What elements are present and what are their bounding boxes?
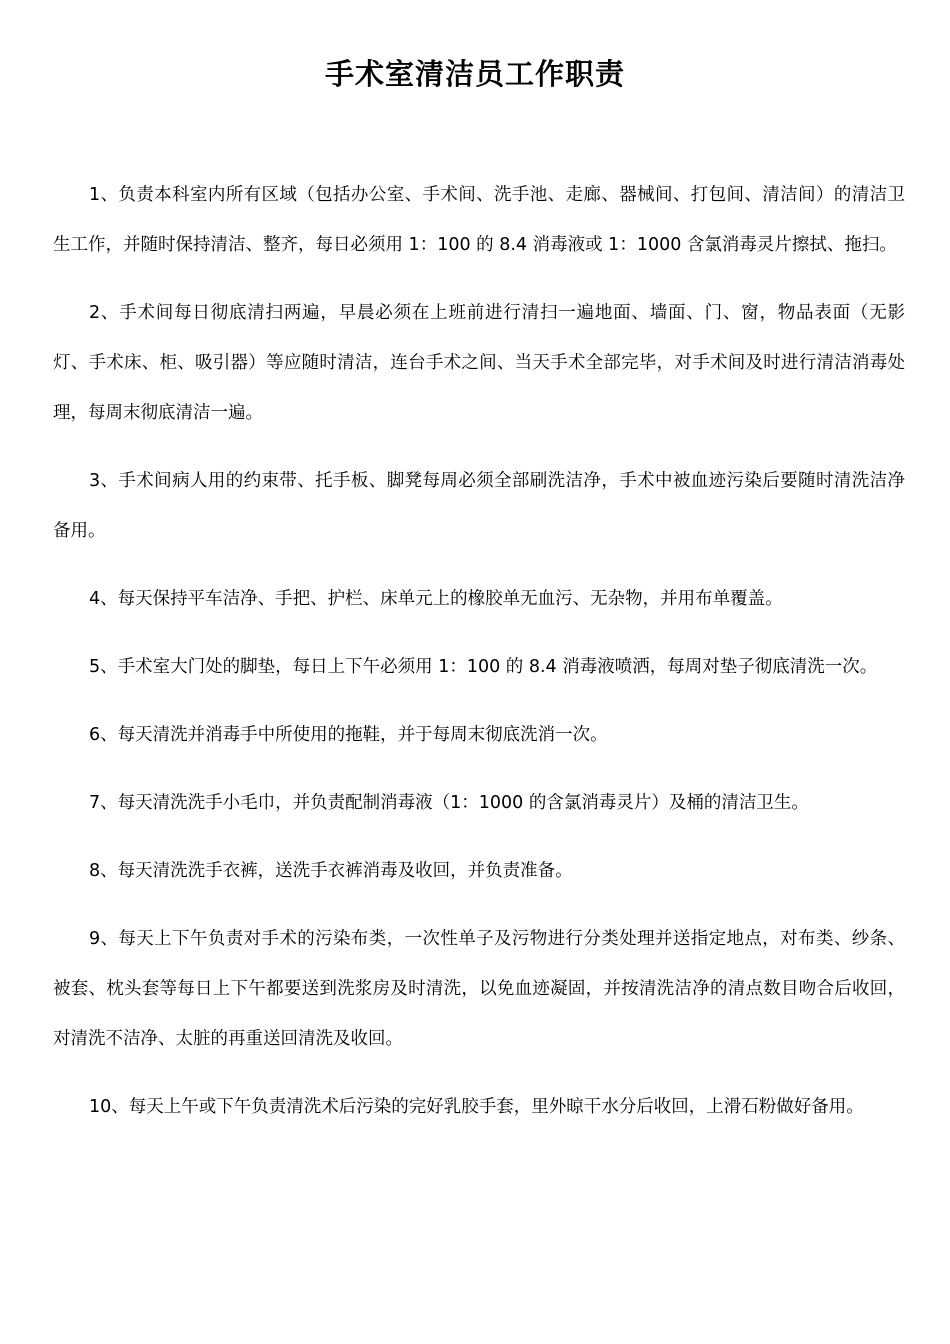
duty-item-1: 1、负责本科室内所有区域（包括办公室、手术间、洗手池、走廊、器械间、打包间、清洁间）的清洁卫生工作，并随时保持清洁、整齐，每日必须用 1：100 的 8.4 消毒液或 1：1000 含氯消毒灵片擦拭、拖扫。 [53,185,905,255]
duty-item-5: 5、手术室大门处的脚垫，每日上下午必须用 1：100 的 8.4 消毒液喷洒，每周对垫子彻底清洗一次。 [89,657,878,677]
duty-item-10: 10、每天上午或下午负责清洗术后污染的完好乳胶手套，里外晾干水分后收回，上滑石粉做好备用。 [89,1097,864,1117]
duty-item-4: 4、每天保持平车洁净、手把、护栏、床单元上的橡胶单无血污、无杂物，并用布单覆盖。 [89,589,783,609]
document-title: 手术室清洁员工作职责 [324,57,625,91]
duty-item-2: 2、手术间每日彻底清扫两遍，早晨必须在上班前进行清扫一遍地面、墙面、门、窗，物品表面（无影灯、手术床、柜、吸引器）等应随时清洁，连台手术之间、当天手术全部完毕，对手术间及时进行清洁消毒处理，每周末彻底清洁一遍。 [53,303,905,423]
duty-item-8: 8、每天清洗洗手衣裤，送洗手衣裤消毒及收回，并负责准备。 [89,861,573,881]
duty-item-7: 7、每天清洗洗手小毛巾，并负责配制消毒液（1：1000 的含氯消毒灵片）及桶的清洁卫生。 [89,793,809,813]
duty-item-6: 6、每天清洗并消毒手中所使用的拖鞋，并于每周末彻底洗消一次。 [89,725,608,745]
duty-item-3: 3、手术间病人用的约束带、托手板、脚凳每周必须全部刷洗洁净，手术中被血迹污染后要随时清洗洁净备用。 [53,471,905,541]
duty-item-9: 9、每天上下午负责对手术的污染布类，一次性单子及污物进行分类处理并送指定地点，对布类、纱条、被套、枕头套等每日上下午都要送到洗浆房及时清洗，以免血迹凝固，并按清洗洁净的清点数目吻合后收回，对清洗不洁净、太脏的再重送回清洗及收回。 [53,929,905,1049]
document-body [53,170,905,1150]
